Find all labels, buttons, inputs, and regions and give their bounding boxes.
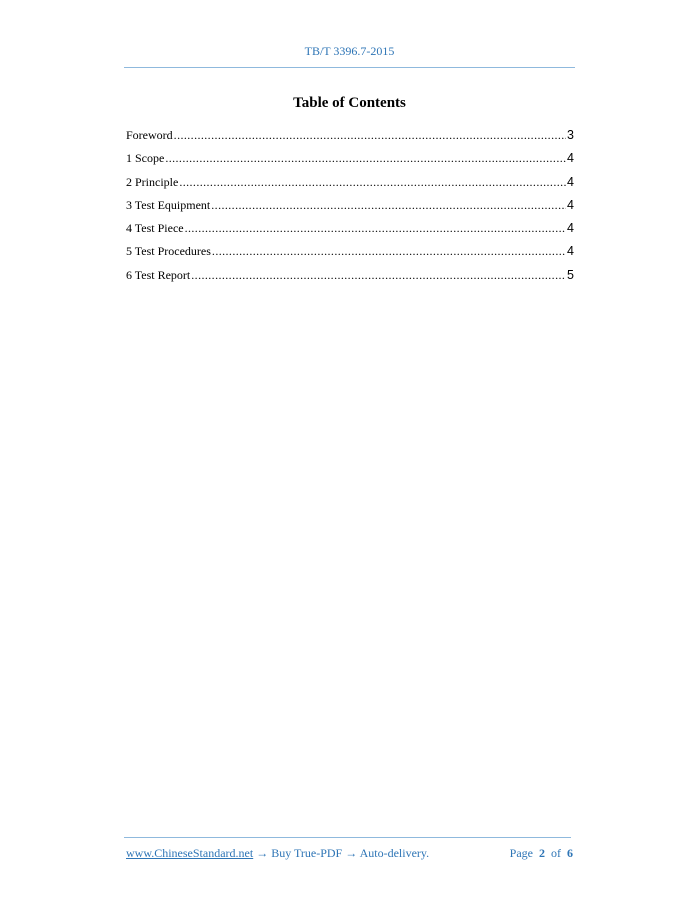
toc-entry-page: 3	[567, 128, 574, 142]
toc-dot-leader	[185, 221, 566, 236]
toc-entry-test-equipment[interactable]	[126, 198, 574, 221]
header-rule	[124, 67, 575, 68]
document-code: TB/T 3396.7-2015	[304, 44, 395, 58]
toc-entry-label: Foreword	[126, 128, 173, 142]
toc-entry-foreword[interactable]	[126, 128, 574, 151]
page-word: Page	[509, 846, 533, 860]
toc-entry-page: 4	[567, 221, 574, 236]
arrow-right-icon: →	[253, 846, 272, 860]
toc-entry-page: 4	[567, 174, 574, 189]
page-number	[510, 846, 573, 861]
toc-entry-test-piece[interactable]	[126, 221, 574, 244]
arrow-right-icon: →	[342, 846, 360, 860]
toc-dot-leader	[174, 128, 566, 143]
toc-entry-test-report[interactable]	[126, 268, 574, 291]
footer-promo	[126, 846, 429, 861]
toc-entry-page: 4	[567, 244, 574, 259]
toc-entry-test-procedures[interactable]	[126, 244, 574, 267]
toc-entry-label: 1 Scope	[126, 151, 165, 166]
toc-entry-label: 3 Test Equipment	[126, 197, 211, 212]
buy-true-pdf-text: Buy True-PDF	[271, 846, 343, 860]
toc-entry-page: 4	[567, 197, 574, 212]
toc-entry-principle[interactable]	[126, 175, 574, 198]
toc-dot-leader	[211, 198, 566, 213]
toc-entry-label: 6 Test Report	[126, 267, 191, 282]
of-word: of	[551, 846, 561, 860]
auto-delivery-text: Auto-delivery.	[359, 846, 430, 860]
total-pages: 6	[567, 846, 573, 860]
toc-dot-leader	[179, 175, 566, 190]
toc-entry-label: 2 Principle	[126, 174, 179, 189]
toc-entry-label: 5 Test Procedures	[126, 244, 211, 259]
toc-entry-page: 5	[567, 267, 574, 282]
toc-entry-scope[interactable]	[126, 151, 574, 174]
table-of-contents	[126, 128, 574, 291]
toc-entry-label: 4 Test Piece	[126, 221, 184, 236]
toc-dot-leader	[165, 151, 566, 166]
toc-entry-page: 4	[567, 151, 574, 166]
toc-dot-leader	[191, 268, 566, 283]
footer-rule	[124, 837, 571, 838]
current-page: 2	[539, 846, 545, 860]
toc-dot-leader	[212, 244, 566, 259]
website-link[interactable]: www.ChineseStandard.net	[126, 846, 254, 860]
page-header	[124, 44, 575, 59]
toc-title: Table of Contents	[293, 95, 406, 111]
